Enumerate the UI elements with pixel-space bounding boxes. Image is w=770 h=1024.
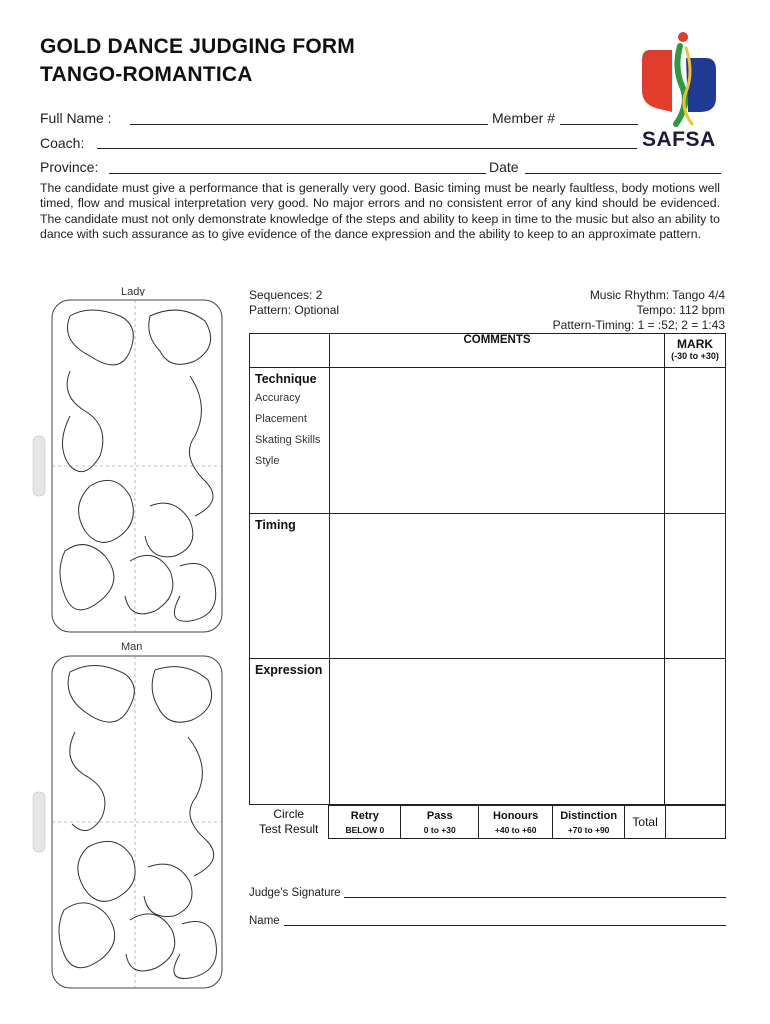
technique-comments-field[interactable]	[329, 368, 664, 514]
technique-title: Technique	[255, 372, 317, 386]
province-field[interactable]	[109, 173, 486, 174]
total-mark-field[interactable]	[666, 806, 726, 839]
timing-comments-field[interactable]	[329, 514, 664, 659]
title-line-1: GOLD DANCE JUDGING FORM	[40, 35, 355, 58]
expression-title: Expression	[255, 663, 323, 677]
timing-title: Timing	[255, 518, 296, 532]
table-header-row	[250, 334, 726, 368]
test-result-table	[249, 805, 726, 839]
lady-diagram-label: Lady	[121, 286, 145, 298]
timing-cell	[250, 514, 330, 659]
dance-meta-right	[553, 288, 725, 333]
circle-label-line-1: Circle	[273, 807, 305, 821]
sequences-text: Sequences: 2	[249, 288, 323, 302]
distinction-label: Distinction	[560, 809, 618, 822]
technique-mark-field[interactable]	[665, 368, 726, 514]
honours-range: +40 to +60	[494, 824, 537, 835]
honours-label: Honours	[493, 809, 539, 822]
date-label: Date	[489, 159, 519, 175]
intro-paragraph: The candidate must give a performance that is generally very good. Basic timing must be nearly faultless, body motions well timed, flow and musical interpretation very good. No major errors and no consistent error of any kind should be evidenced. The candidate must not only demonstrate knowledge of the steps and ability to keep in time to the music but also an ability to dance with such assurance as to give evidence of the dance expression and the ability to keep to an approximate pattern.	[40, 181, 720, 242]
dance-meta-left	[249, 288, 339, 318]
logo-text: SAFSA	[642, 128, 716, 151]
retry-option[interactable]	[329, 806, 401, 839]
technique-row	[250, 368, 726, 514]
expression-row	[250, 659, 726, 805]
mark-range: (-30 to +30)	[671, 351, 719, 361]
pass-range: 0 to +30	[423, 824, 456, 835]
expression-mark-field[interactable]	[665, 659, 726, 805]
coach-label: Coach:	[40, 135, 85, 151]
full-name-label: Full Name :	[40, 110, 112, 126]
technique-item-accuracy: Accuracy	[255, 392, 301, 404]
judge-name-field[interactable]	[284, 925, 726, 926]
date-field[interactable]	[525, 173, 721, 174]
mark-header-label: MARK	[677, 337, 714, 351]
mark-header	[665, 334, 726, 368]
full-name-field[interactable]	[130, 124, 488, 125]
distinction-option[interactable]	[553, 806, 625, 839]
judge-signature-field[interactable]	[344, 897, 726, 898]
pass-option[interactable]	[401, 806, 479, 839]
music-rhythm-text: Music Rhythm: Tango 4/4	[589, 288, 725, 302]
name-label: Name	[249, 915, 280, 927]
form-title	[40, 33, 355, 89]
coach-field[interactable]	[97, 148, 637, 149]
circle-test-result-label	[249, 806, 329, 839]
technique-cell	[250, 368, 330, 514]
judge-signature-label: Judge's Signature	[249, 887, 341, 899]
honours-option[interactable]	[479, 806, 553, 839]
tempo-text: Tempo: 112 bpm	[636, 303, 725, 317]
circle-label-line-2: Test Result	[259, 822, 319, 836]
expression-comments-field[interactable]	[329, 659, 664, 805]
timing-mark-field[interactable]	[665, 514, 726, 659]
retry-label: Retry	[350, 809, 379, 822]
man-diagram-label: Man	[121, 641, 143, 653]
comments-header: COMMENTS	[329, 334, 664, 368]
total-label: Total	[632, 815, 658, 829]
technique-item-placement: Placement	[255, 413, 307, 425]
expression-cell	[250, 659, 330, 805]
lady-pattern-diagram	[30, 296, 235, 641]
category-header-cell	[250, 334, 330, 368]
member-field[interactable]	[560, 124, 638, 125]
title-line-2: TANGO-ROMANTICA	[40, 63, 253, 86]
member-label: Member #	[492, 110, 556, 126]
province-label: Province:	[40, 159, 99, 175]
pass-label: Pass	[426, 809, 453, 822]
technique-item-style: Style	[255, 455, 280, 467]
test-result-row	[249, 806, 726, 839]
total-cell	[625, 806, 666, 839]
retry-range: BELOW 0	[345, 824, 385, 835]
timing-row	[250, 514, 726, 659]
pattern-text: Pattern: Optional	[249, 303, 340, 317]
pattern-timing-text: Pattern-Timing: 1 = :52; 2 = 1:43	[552, 318, 725, 332]
judging-table	[249, 333, 726, 805]
distinction-range: +70 to +90	[567, 824, 610, 835]
man-pattern-diagram	[30, 652, 235, 997]
technique-item-skating-skills: Skating Skills	[255, 434, 321, 446]
